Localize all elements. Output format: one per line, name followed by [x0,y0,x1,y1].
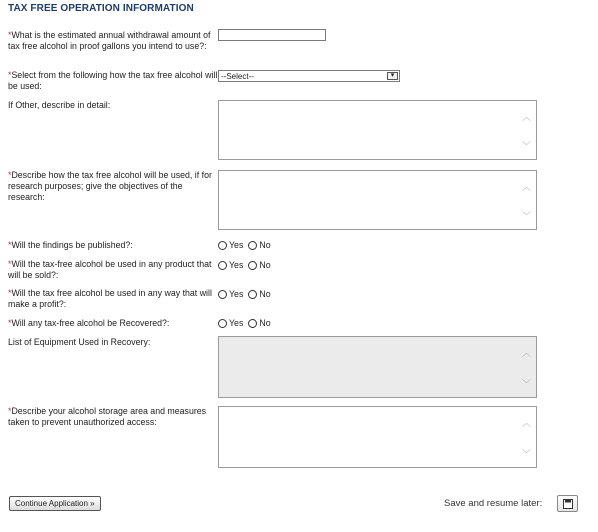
recovered-label: *Will any tax-free alcohol be Recovered?: [8,318,170,328]
recovered-no-radio[interactable] [248,319,257,328]
scroll-up-icon[interactable]: ︿ [521,418,531,428]
equipment-label: List of Equipment Used in Recovery: [8,337,151,347]
make-profit-radio-group [218,289,276,300]
radio-yes-label: Yes [229,318,244,328]
withdrawal-amount-input[interactable] [218,29,326,41]
how-used-select[interactable] [218,70,400,82]
product-sold-no-radio[interactable] [248,261,257,270]
radio-yes-label: Yes [229,289,244,299]
scroll-up-icon[interactable]: ︿ [521,348,531,358]
make-profit-label: *Will the tax free alcohol be used in any way that will make a profit?: [8,288,212,309]
save-resume-label: Save and resume later: [444,498,543,509]
findings-published-label: *Will the findings be published?: [8,240,133,250]
scroll-up-icon[interactable]: ︿ [521,182,531,192]
how-used-selected-value: --Select-- [221,72,254,81]
floppy-disk-icon [563,499,573,509]
how-used-label: *Select from the following how the tax free alcohol will be used: [8,70,218,91]
describe-use-textarea[interactable] [218,170,537,230]
findings-published-no-radio[interactable] [248,241,257,250]
withdrawal-label: *What is the estimated annual withdrawal amount of tax free alcohol in proof gallons you intend to use?: [8,30,211,51]
recovered-radio-group [218,318,276,329]
equipment-textarea[interactable] [218,336,537,398]
make-profit-no-radio[interactable] [248,290,257,299]
other-detail-textarea[interactable] [218,100,537,160]
scroll-down-icon[interactable]: ﹀ [521,211,531,221]
product-sold-label: *Will the tax-free alcohol be used in any product that will be sold?: [8,259,212,280]
findings-published-yes-radio[interactable] [218,241,227,250]
product-sold-radio-group [218,260,276,271]
make-profit-yes-radio[interactable] [218,290,227,299]
scroll-down-icon[interactable]: ﹀ [521,449,531,459]
section-title: TAX FREE OPERATION INFORMATION [8,3,194,14]
findings-published-radio-group [218,240,276,251]
radio-no-label: No [259,289,271,299]
dropdown-chevron-icon[interactable]: ▾ [387,72,398,80]
storage-textarea[interactable] [218,406,537,468]
radio-no-label: No [259,260,271,270]
radio-no-label: No [259,318,271,328]
radio-no-label: No [259,240,271,250]
scroll-down-icon[interactable]: ﹀ [521,141,531,151]
recovered-yes-radio[interactable] [218,319,227,328]
radio-yes-label: Yes [229,260,244,270]
product-sold-yes-radio[interactable] [218,261,227,270]
save-resume-button[interactable] [557,495,578,512]
continue-application-button[interactable]: Continue Application » [9,496,101,511]
describe-use-label: *Describe how the tax free alcohol will be used, if for research purposes; give the objectives of the research: [8,170,212,202]
radio-yes-label: Yes [229,240,244,250]
storage-label: *Describe your alcohol storage area and measures taken to prevent unauthorized access: [8,406,207,427]
scroll-down-icon[interactable]: ﹀ [521,379,531,389]
other-detail-label: If Other, describe in detail: [8,100,111,110]
scroll-up-icon[interactable]: ︿ [521,112,531,122]
